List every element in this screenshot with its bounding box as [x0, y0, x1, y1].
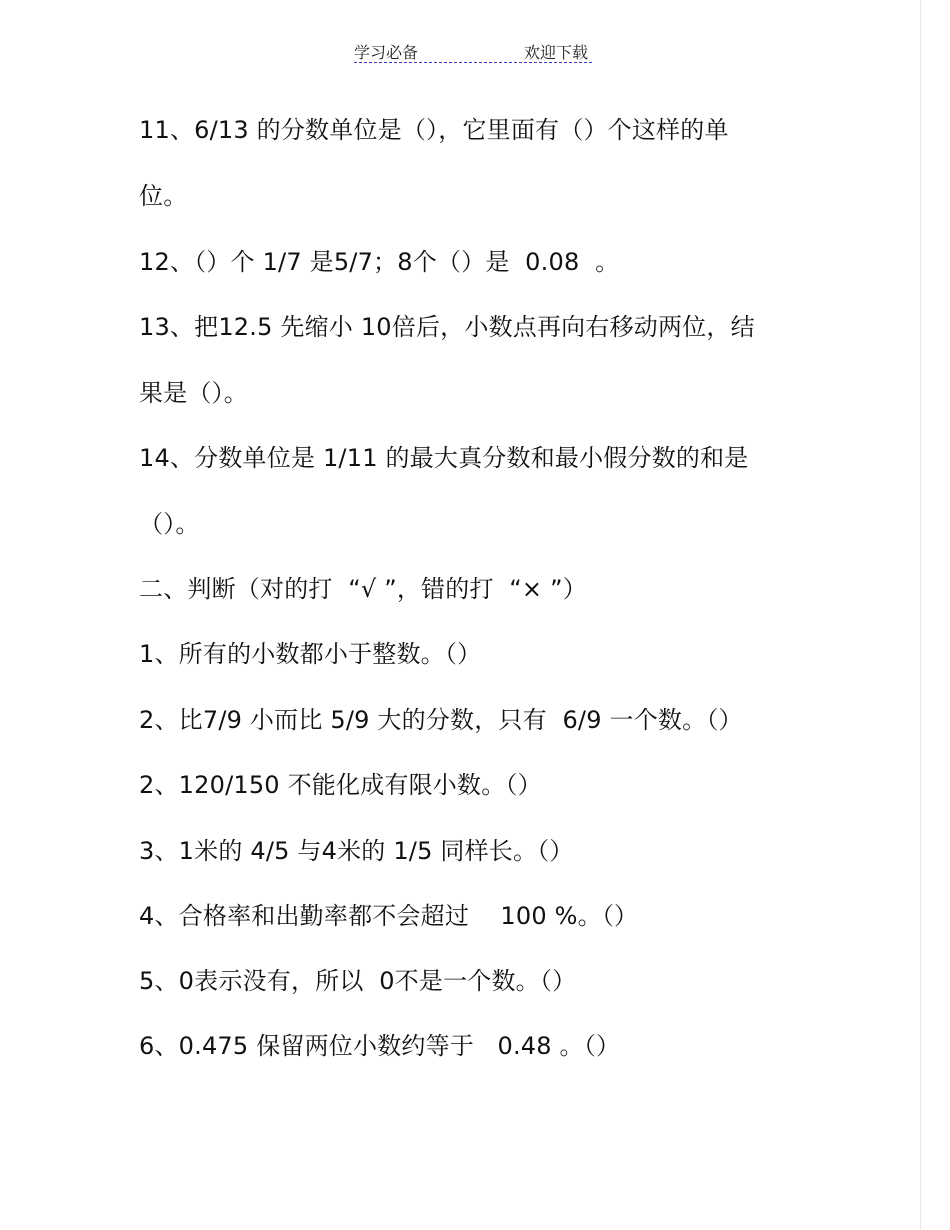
question-13-line-1: 13、把12.5 先缩小 10倍后，小数点再向右移动两位，结	[139, 313, 755, 341]
section-heading-judgement: 二、判断（对的打 “√ ”，错的打 “× ”）	[139, 575, 587, 603]
judgement-item-4: 4、合格率和出勤率都不会超过 100 %。（）	[139, 902, 639, 930]
page-header	[354, 40, 592, 63]
header-right-text: 欢迎下载	[523, 43, 588, 62]
judgement-item-2b: 2、120/150 不能化成有限小数。（）	[139, 771, 542, 799]
question-14-line-2: （）。	[139, 510, 200, 538]
judgement-item-6: 6、0.475 保留两位小数约等于 0.48 。（）	[139, 1032, 621, 1060]
header-left-text: 学习必备	[354, 43, 419, 62]
question-11-line-1: 11、6/13 的分数单位是（），它里面有（）个这样的单	[139, 116, 729, 144]
judgement-item-2a: 2、比7/9 小而比 5/9 大的分数，只有 6/9 一个数。（）	[139, 706, 743, 734]
judgement-item-3: 3、1米的 4/5 与4米的 1/5 同样长。（）	[139, 837, 574, 865]
question-11-line-2: 位。	[139, 182, 188, 210]
question-13-line-2: 果是（）。	[139, 379, 248, 407]
judgement-item-5: 5、0表示没有，所以 0不是一个数。（）	[139, 967, 577, 995]
question-12: 12、（）个 1/7 是5/7；8个（）是 0.08 。	[139, 248, 620, 276]
question-14-line-1: 14、分数单位是 1/11 的最大真分数和最小假分数的和是	[139, 444, 749, 472]
judgement-item-1: 1、所有的小数都小于整数。（）	[139, 640, 482, 668]
